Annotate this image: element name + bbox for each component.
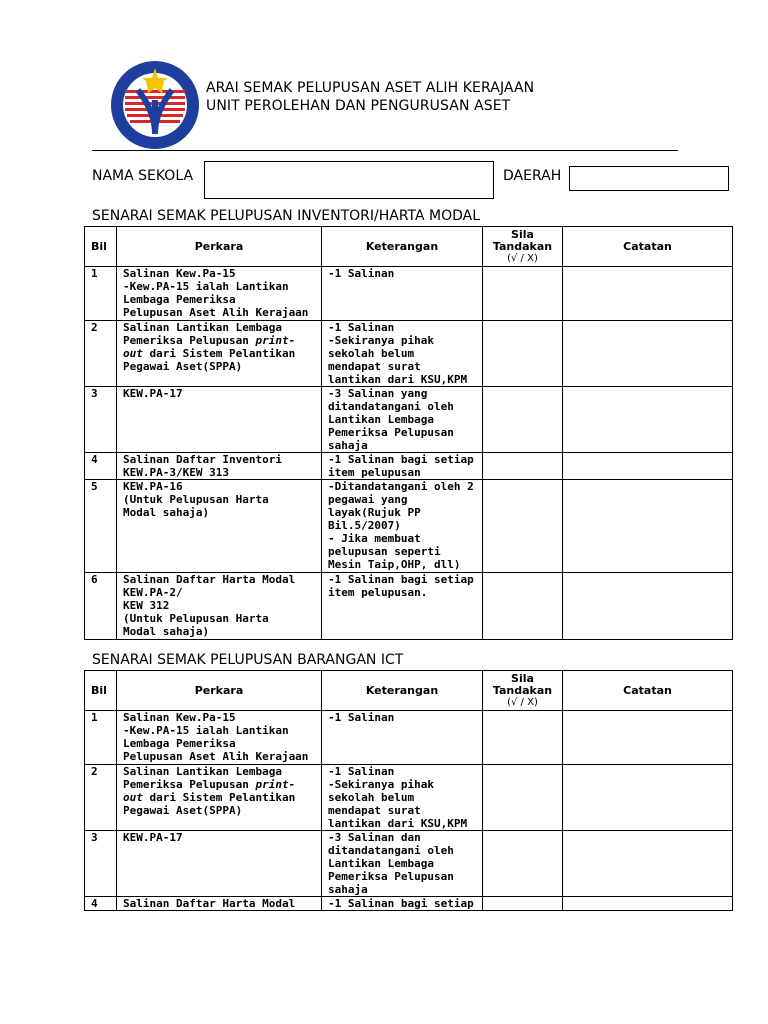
row-perkara [117,711,322,765]
row-perkara [117,573,322,640]
row-number: 3 [85,387,117,453]
perkara-line: Pemeriksa Pelupusan print- [123,778,296,791]
district-label: DAERAH [503,168,562,184]
row-keterangan [322,765,483,831]
keterangan-line: sahaja [328,883,368,896]
row-number: 2 [85,321,117,387]
table-row [85,267,733,321]
col-keterangan: Keterangan [322,671,483,711]
col-sila-line3: (√ / X) [507,696,538,708]
keterangan-line: lantikan dari KSU,KPM [328,373,468,386]
keterangan-line: -Sekiranya pihak [328,334,434,347]
perkara-line: -Kew.PA-15 ialah Lantikan [123,724,289,737]
section1-title: SENARAI SEMAK PELUPUSAN INVENTORI/HARTA MODAL [92,208,481,224]
perkara-line: (Untuk Pelupusan Harta [123,612,269,625]
keterangan-line: Pemeriksa Pelupusan [328,870,454,883]
keterangan-line: item pelupusan. [328,586,428,599]
table-row [85,831,733,897]
perkara-line: Salinan Kew.Pa-15 [123,711,236,724]
perkara-line: Modal sahaja) [123,625,210,638]
tick-cell[interactable] [483,387,563,453]
keterangan-line: -1 Salinan bagi setiap [328,453,474,466]
notes-cell[interactable] [563,480,733,573]
keterangan-line: pelupusan seperti [328,545,441,558]
notes-cell[interactable] [563,453,733,480]
table-row [85,453,733,480]
keterangan-line: -1 Salinan [328,765,395,778]
keterangan-line: Lantikan Lembaga [328,857,434,870]
row-keterangan [322,321,483,387]
section2-title: SENARAI SEMAK PELUPUSAN BARANGAN ICT [92,652,404,668]
keterangan-line: ditandatangani oleh [328,844,454,857]
notes-cell[interactable] [563,267,733,321]
table-header-row [85,227,733,267]
tick-cell[interactable] [483,321,563,387]
perkara-line: Salinan Daftar Inventori [123,453,282,466]
tick-cell[interactable] [483,765,563,831]
perkara-line: (Untuk Pelupusan Harta [123,493,269,506]
perkara-line: KEW.PA-3/KEW 313 [123,466,229,479]
tick-cell[interactable] [483,267,563,321]
table-row [85,711,733,765]
col-sila-line1: Sila [511,671,534,685]
ministry-logo [110,60,200,150]
row-number: 2 [85,765,117,831]
keterangan-line: -1 Salinan [328,267,395,280]
notes-cell[interactable] [563,897,733,911]
perkara-line: KEW 312 [123,599,170,612]
row-keterangan [322,387,483,453]
perkara-line: Pelupusan Aset Alih Kerajaan [123,750,309,763]
keterangan-line: sekolah belum [328,347,415,360]
keterangan-line: -Sekiranya pihak [328,778,434,791]
row-keterangan [322,831,483,897]
col-catatan: Catatan [563,671,733,711]
perkara-line: KEW.PA-2/ [123,586,183,599]
row-perkara [117,321,322,387]
row-keterangan [322,711,483,765]
keterangan-line: -1 Salinan [328,321,395,334]
perkara-line: Salinan Lantikan Lembaga [123,321,282,334]
keterangan-line: -3 Salinan dan [328,831,421,844]
keterangan-line: Bil.5/2007) [328,519,401,532]
section1-rows [85,267,733,640]
perkara-line: -Kew.PA-15 ialah Lantikan [123,280,289,293]
row-perkara [117,453,322,480]
keterangan-line: - Jika membuat [328,532,421,545]
row-number: 1 [85,711,117,765]
table-row [85,897,733,911]
col-sila-line2: Tandakan [492,239,553,253]
col-perkara: Perkara [117,671,322,711]
table-row [85,480,733,573]
row-keterangan [322,267,483,321]
perkara-line: KEW.PA-17 [123,831,183,844]
keterangan-line: item pelupusan [328,466,421,479]
perkara-line: Salinan Daftar Harta Modal [123,897,296,910]
keterangan-line: ditandatangani oleh [328,400,454,413]
notes-cell[interactable] [563,321,733,387]
tick-cell[interactable] [483,831,563,897]
row-keterangan [322,453,483,480]
table-row [85,321,733,387]
perkara-line: Salinan Daftar Harta Modal [123,573,296,586]
row-perkara [117,480,322,573]
perkara-line: Modal sahaja) [123,506,210,519]
row-perkara [117,267,322,321]
col-sila-line3: (√ / X) [507,252,538,264]
row-number: 5 [85,480,117,573]
row-number: 1 [85,267,117,321]
col-keterangan: Keterangan [322,227,483,267]
tick-cell[interactable] [483,711,563,765]
row-perkara [117,831,322,897]
row-number: 6 [85,573,117,640]
row-number: 3 [85,831,117,897]
col-bil: Bil [85,671,117,711]
form-title-line-2: UNIT PEROLEHAN DAN PENGURUSAN ASET [206,98,511,114]
row-keterangan [322,897,483,911]
keterangan-line: pegawai yang [328,493,408,506]
keterangan-line: sahaja [328,439,368,452]
form-title-line-1: ARAI SEMAK PELUPUSAN ASET ALIH KERAJAAN [206,80,535,96]
perkara-line: Salinan Lantikan Lembaga [123,765,282,778]
table-header-row [85,671,733,711]
perkara-line: out dari Sistem Pelantikan [123,791,296,804]
keterangan-line: -Ditandatangani oleh 2 [328,480,474,493]
perkara-line: Pegawai Aset(SPPA) [123,360,243,373]
col-sila-tandakan [483,227,563,267]
keterangan-line: Lantikan Lembaga [328,413,434,426]
notes-cell[interactable] [563,711,733,765]
keterangan-line: -3 Salinan yang [328,387,428,400]
col-sila-line2: Tandakan [492,683,553,697]
table-row [85,387,733,453]
table-row [85,573,733,640]
school-name-field[interactable] [204,161,494,199]
notes-cell[interactable] [563,573,733,640]
row-perkara [117,387,322,453]
perkara-line: Pegawai Aset(SPPA) [123,804,243,817]
notes-cell[interactable] [563,387,733,453]
perkara-line: Pelupusan Aset Alih Kerajaan [123,306,309,319]
row-number: 4 [85,897,117,911]
row-number: 4 [85,453,117,480]
school-name-label: NAMA SEKOLA [92,168,194,184]
col-sila-tandakan [483,671,563,711]
notes-cell[interactable] [563,765,733,831]
row-keterangan [322,480,483,573]
perkara-line: Lembaga Pemeriksa [123,293,236,306]
tick-cell[interactable] [483,480,563,573]
keterangan-line: mendapat surat [328,360,421,373]
col-perkara: Perkara [117,227,322,267]
tick-cell[interactable] [483,453,563,480]
keterangan-line: sekolah belum [328,791,415,804]
col-bil: Bil [85,227,117,267]
keterangan-line: layak(Rujuk PP [328,506,421,519]
row-perkara [117,897,322,911]
perkara-line: Lembaga Pemeriksa [123,737,236,750]
row-keterangan [322,573,483,640]
header-divider [92,150,678,151]
notes-cell[interactable] [563,831,733,897]
keterangan-line: -1 Salinan bagi setiap [328,897,474,910]
tick-cell[interactable] [483,573,563,640]
inventory-checklist-table [84,226,733,640]
col-sila-line1: Sila [511,227,534,241]
keterangan-line: Mesin Taip,OHP, dll) [328,558,461,571]
keterangan-line: lantikan dari KSU,KPM [328,817,468,830]
ict-checklist-table [84,670,733,911]
perkara-line: Salinan Kew.Pa-15 [123,267,236,280]
col-catatan: Catatan [563,227,733,267]
tick-cell[interactable] [483,897,563,911]
perkara-line: KEW.PA-17 [123,387,183,400]
keterangan-line: mendapat surat [328,804,421,817]
table-row [85,765,733,831]
perkara-line: out dari Sistem Pelantikan [123,347,296,360]
keterangan-line: Pemeriksa Pelupusan [328,426,454,439]
perkara-line: Pemeriksa Pelupusan print- [123,334,296,347]
keterangan-line: -1 Salinan [328,711,395,724]
perkara-line: KEW.PA-16 [123,480,183,493]
keterangan-line: -1 Salinan bagi setiap [328,573,474,586]
row-perkara [117,765,322,831]
section2-rows [85,711,733,911]
district-field[interactable] [569,166,729,191]
